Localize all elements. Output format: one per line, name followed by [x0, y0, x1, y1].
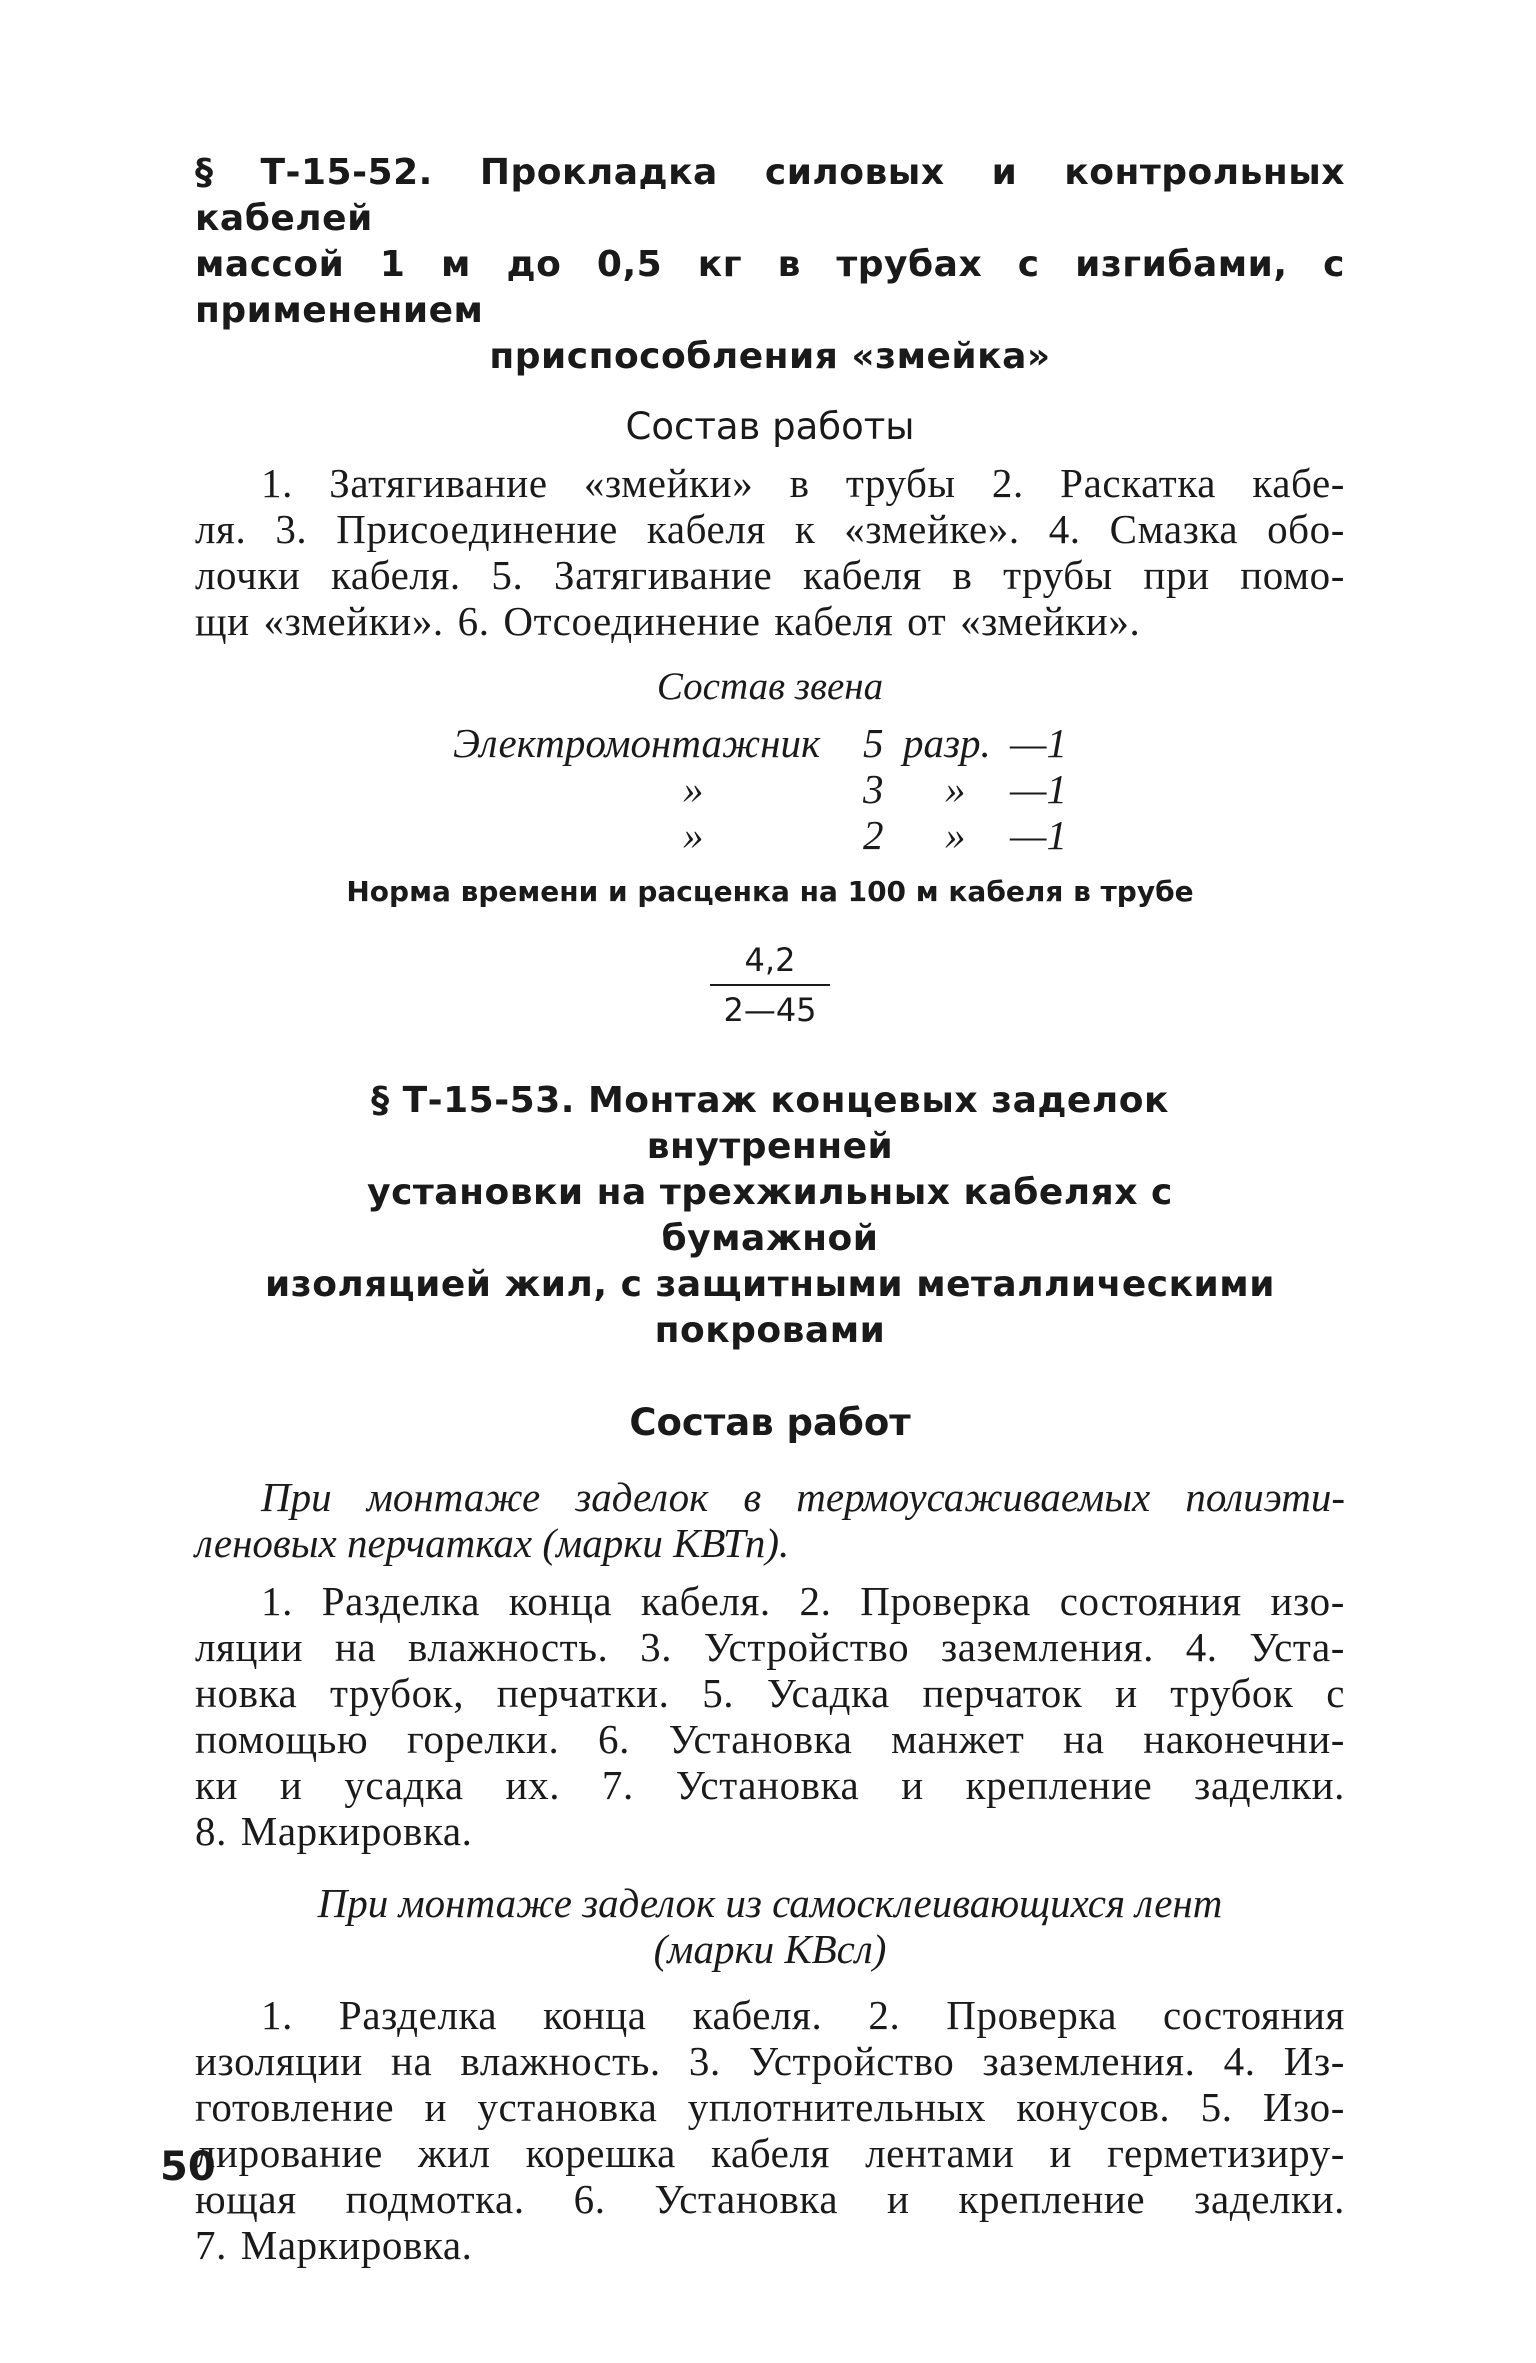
crew-unit: »	[945, 812, 966, 858]
crew-grade: 2	[863, 812, 884, 858]
norm-caption: Норма времени и расценка на 100 м кабеля в трубе	[346, 875, 1194, 908]
text-line: готовление и установка уплотнительных конусов. 5. Изо-	[195, 2084, 1345, 2130]
text-line: лочки кабеля. 5. Затягивание кабеля в трубы при помо-	[195, 552, 1345, 598]
work-composition-text	[195, 460, 1345, 644]
text-line: 7. Маркировка.	[195, 2222, 473, 2268]
crew-unit: »	[945, 766, 966, 812]
crew-job: »	[683, 812, 704, 858]
text-line: лирование жил корешка кабеля лентами и герметизиру-	[195, 2130, 1345, 2176]
case1-text	[195, 1578, 1345, 1854]
crew-count: —1	[1010, 720, 1067, 766]
section-title-t-15-52	[195, 150, 1345, 380]
text-line: 1. Затягивание «змейки» в трубы 2. Раскатка кабе-	[261, 460, 1345, 506]
text-line: изоляции на влажность. 3. Устройство заземления. 4. Из-	[195, 2038, 1345, 2084]
work-composition-heading: Состав работ	[629, 1401, 911, 1444]
norm-price: 2—45	[723, 991, 817, 1029]
section-title-t-15-53	[195, 1078, 1345, 1354]
crew-table	[195, 720, 1345, 858]
case2-heading	[195, 1880, 1345, 1972]
text-line: 1. Разделка конца кабеля. 2. Проверка состояния	[261, 1992, 1345, 2038]
work-composition-heading: Состав работы	[625, 405, 915, 448]
document-page	[195, 150, 1345, 2268]
norm-fraction	[710, 940, 830, 1030]
fraction-bar	[710, 984, 830, 986]
text-line: ки и усадка их. 7. Установка и крепление заделки.	[195, 1762, 1345, 1808]
italic-line: При монтаже заделок в термоусаживаемых полиэти-	[261, 1474, 1345, 1520]
text-line: ющая подмотка. 6. Установка и крепление заделки.	[195, 2176, 1345, 2222]
crew-job: »	[683, 766, 704, 812]
crew-count: —1	[1010, 766, 1067, 812]
text-line: ля. 3. Присоединение кабеля к «змейке». 4. Смазка обо-	[195, 506, 1345, 552]
text-line: 8. Маркировка.	[195, 1808, 473, 1854]
text-line: щи «змейки». 6. Отсоединение кабеля от «змейки».	[195, 598, 1141, 644]
page-number: 50	[160, 2144, 216, 2190]
title-line: покровами	[654, 1310, 886, 1351]
italic-line: При монтаже заделок из самосклеивающихся лент	[317, 1880, 1223, 1926]
title-line: § Т-15-52. Прокладка силовых и контрольных кабелей	[195, 152, 1345, 239]
text-line: помощью горелки. 6. Установка манжет на наконечни-	[195, 1716, 1345, 1762]
italic-line: леновых перчатках (марки КВТп).	[195, 1520, 790, 1566]
crew-unit: разр.	[903, 720, 991, 766]
title-line: установки на трехжильных кабелях с бумажной	[367, 1172, 1173, 1259]
text-line: ляции на влажность. 3. Устройство заземления. 4. Уста-	[195, 1624, 1345, 1670]
title-line: массой 1 м до 0,5 кг в трубах с изгибами, с применением	[195, 244, 1345, 331]
case1-heading	[195, 1474, 1345, 1566]
crew-grade: 5	[863, 720, 884, 766]
title-line: § Т-15-53. Монтаж концевых заделок внутренней	[371, 1080, 1169, 1167]
norm-time: 4,2	[744, 941, 796, 979]
case2-text	[195, 1992, 1345, 2268]
italic-line: (марки КВсл)	[653, 1926, 887, 1972]
text-line: новка трубок, перчатки. 5. Усадка перчаток и трубок с	[195, 1670, 1345, 1716]
crew-heading: Состав звена	[656, 665, 884, 708]
crew-count: —1	[1010, 812, 1067, 858]
title-line: приспособления «змейка»	[489, 336, 1051, 377]
crew-grade: 3	[863, 766, 884, 812]
crew-job: Электромонтажник	[453, 720, 821, 766]
title-line: изоляцией жил, с защитными металлическими	[265, 1264, 1275, 1305]
text-line: 1. Разделка конца кабеля. 2. Проверка состояния изо-	[261, 1578, 1345, 1624]
